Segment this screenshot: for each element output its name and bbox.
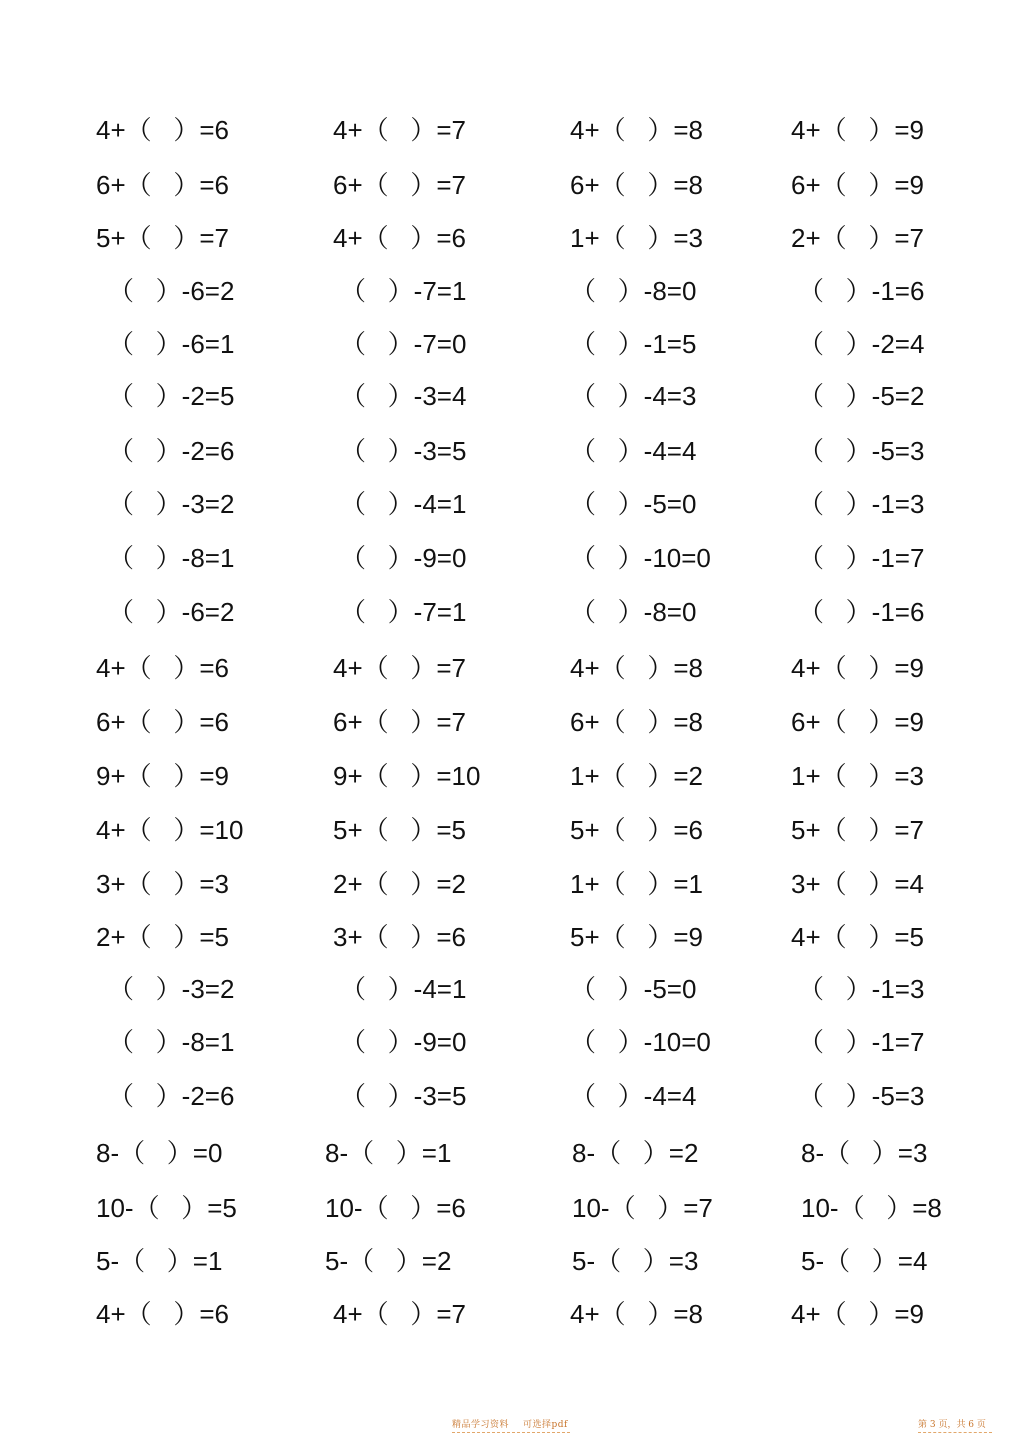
- equation-20-2: 8-（ ）=1: [325, 1138, 452, 1168]
- equation-10-1: （ ）-6=2: [108, 597, 235, 627]
- equation-6-2: （ ）-3=4: [340, 381, 467, 411]
- equation-5-3: （ ）-1=5: [570, 329, 697, 359]
- equation-15-4: 3+（ ）=4: [791, 869, 924, 899]
- equation-13-3: 1+（ ）=2: [570, 761, 703, 791]
- equation-12-4: 6+（ ）=9: [791, 707, 924, 737]
- equation-1-2: 4+（ ）=7: [333, 115, 466, 145]
- equation-16-3: 5+（ ）=9: [570, 922, 703, 952]
- footer-label: 精品学习资料: [452, 1420, 510, 1430]
- equation-12-1: 6+（ ）=6: [96, 707, 229, 737]
- equation-10-2: （ ）-7=1: [340, 597, 467, 627]
- equation-18-2: （ ）-9=0: [340, 1027, 467, 1057]
- equation-2-1: 6+（ ）=6: [96, 170, 229, 200]
- equation-11-3: 4+（ ）=8: [570, 653, 703, 683]
- equation-16-1: 2+（ ）=5: [96, 922, 229, 952]
- equation-19-1: （ ）-2=6: [108, 1081, 235, 1111]
- equation-20-3: 8-（ ）=2: [572, 1138, 699, 1168]
- equation-20-4: 8-（ ）=3: [801, 1138, 928, 1168]
- equation-8-4: （ ）-1=3: [798, 489, 925, 519]
- page-number: 第 3 页，共 6 页: [918, 1420, 986, 1430]
- equation-19-4: （ ）-5=3: [798, 1081, 925, 1111]
- equation-1-3: 4+（ ）=8: [570, 115, 703, 145]
- equation-14-1: 4+（ ）=10: [96, 815, 244, 845]
- equation-14-4: 5+（ ）=7: [791, 815, 924, 845]
- equation-6-4: （ ）-5=2: [798, 381, 925, 411]
- equation-4-2: （ ）-7=1: [340, 276, 467, 306]
- equation-4-1: （ ）-6=2: [108, 276, 235, 306]
- equation-2-2: 6+（ ）=7: [333, 170, 466, 200]
- equation-7-1: （ ）-2=6: [108, 436, 235, 466]
- equation-18-3: （ ）-10=0: [570, 1027, 711, 1057]
- equation-3-4: 2+（ ）=7: [791, 223, 924, 253]
- equation-4-4: （ ）-1=6: [798, 276, 925, 306]
- equation-5-4: （ ）-2=4: [798, 329, 925, 359]
- equation-21-4: 10-（ ）=8: [801, 1193, 942, 1223]
- equation-12-3: 6+（ ）=8: [570, 707, 703, 737]
- equation-17-2: （ ）-4=1: [340, 974, 467, 1004]
- equation-17-4: （ ）-1=3: [798, 974, 925, 1004]
- footer-watermark: [452, 1417, 568, 1430]
- equation-9-1: （ ）-8=1: [108, 543, 235, 573]
- equation-7-2: （ ）-3=5: [340, 436, 467, 466]
- equation-1-4: 4+（ ）=9: [791, 115, 924, 145]
- equation-6-1: （ ）-2=5: [108, 381, 235, 411]
- equation-1-1: 4+（ ）=6: [96, 115, 229, 145]
- equation-23-4: 4+（ ）=9: [791, 1299, 924, 1329]
- equation-16-4: 4+（ ）=5: [791, 922, 924, 952]
- equation-13-1: 9+（ ）=9: [96, 761, 229, 791]
- equation-17-1: （ ）-3=2: [108, 974, 235, 1004]
- equation-8-2: （ ）-4=1: [340, 489, 467, 519]
- equation-19-2: （ ）-3=5: [340, 1081, 467, 1111]
- footer-divider-left: [452, 1432, 570, 1433]
- equation-8-3: （ ）-5=0: [570, 489, 697, 519]
- equation-3-3: 1+（ ）=3: [570, 223, 703, 253]
- equation-3-2: 4+（ ）=6: [333, 223, 466, 253]
- equation-18-4: （ ）-1=7: [798, 1027, 925, 1057]
- equation-19-3: （ ）-4=4: [570, 1081, 697, 1111]
- equation-2-3: 6+（ ）=8: [570, 170, 703, 200]
- equation-14-2: 5+（ ）=5: [333, 815, 466, 845]
- equation-23-3: 4+（ ）=8: [570, 1299, 703, 1329]
- equation-5-2: （ ）-7=0: [340, 329, 467, 359]
- equation-9-4: （ ）-1=7: [798, 543, 925, 573]
- equation-22-2: 5-（ ）=2: [325, 1246, 452, 1276]
- equation-6-3: （ ）-4=3: [570, 381, 697, 411]
- equation-16-2: 3+（ ）=6: [333, 922, 466, 952]
- equation-10-3: （ ）-8=0: [570, 597, 697, 627]
- equation-9-3: （ ）-10=0: [570, 543, 711, 573]
- equation-23-1: 4+（ ）=6: [96, 1299, 229, 1329]
- equation-12-2: 6+（ ）=7: [333, 707, 466, 737]
- equation-13-4: 1+（ ）=3: [791, 761, 924, 791]
- equation-11-4: 4+（ ）=9: [791, 653, 924, 683]
- equation-4-3: （ ）-8=0: [570, 276, 697, 306]
- equation-15-2: 2+（ ）=2: [333, 869, 466, 899]
- equation-18-1: （ ）-8=1: [108, 1027, 235, 1057]
- footer-divider-right: [918, 1432, 992, 1433]
- equation-7-4: （ ）-5=3: [798, 436, 925, 466]
- equation-3-1: 5+（ ）=7: [96, 223, 229, 253]
- equation-13-2: 9+（ ）=10: [333, 761, 481, 791]
- equation-10-4: （ ）-1=6: [798, 597, 925, 627]
- equation-14-3: 5+（ ）=6: [570, 815, 703, 845]
- equation-9-2: （ ）-9=0: [340, 543, 467, 573]
- equation-20-1: 8-（ ）=0: [96, 1138, 223, 1168]
- equation-22-3: 5-（ ）=3: [572, 1246, 699, 1276]
- equation-11-1: 4+（ ）=6: [96, 653, 229, 683]
- equation-11-2: 4+（ ）=7: [333, 653, 466, 683]
- equation-15-3: 1+（ ）=1: [570, 869, 703, 899]
- equation-22-4: 5-（ ）=4: [801, 1246, 928, 1276]
- equation-8-1: （ ）-3=2: [108, 489, 235, 519]
- equation-2-4: 6+（ ）=9: [791, 170, 924, 200]
- equation-7-3: （ ）-4=4: [570, 436, 697, 466]
- equation-23-2: 4+（ ）=7: [333, 1299, 466, 1329]
- equation-21-3: 10-（ ）=7: [572, 1193, 713, 1223]
- equation-21-2: 10-（ ）=6: [325, 1193, 466, 1223]
- equation-15-1: 3+（ ）=3: [96, 869, 229, 899]
- equation-21-1: 10-（ ）=5: [96, 1193, 237, 1223]
- equation-17-3: （ ）-5=0: [570, 974, 697, 1004]
- equation-5-1: （ ）-6=1: [108, 329, 235, 359]
- footer-label-2: 可选择pdf: [523, 1420, 568, 1430]
- equation-22-1: 5-（ ）=1: [96, 1246, 223, 1276]
